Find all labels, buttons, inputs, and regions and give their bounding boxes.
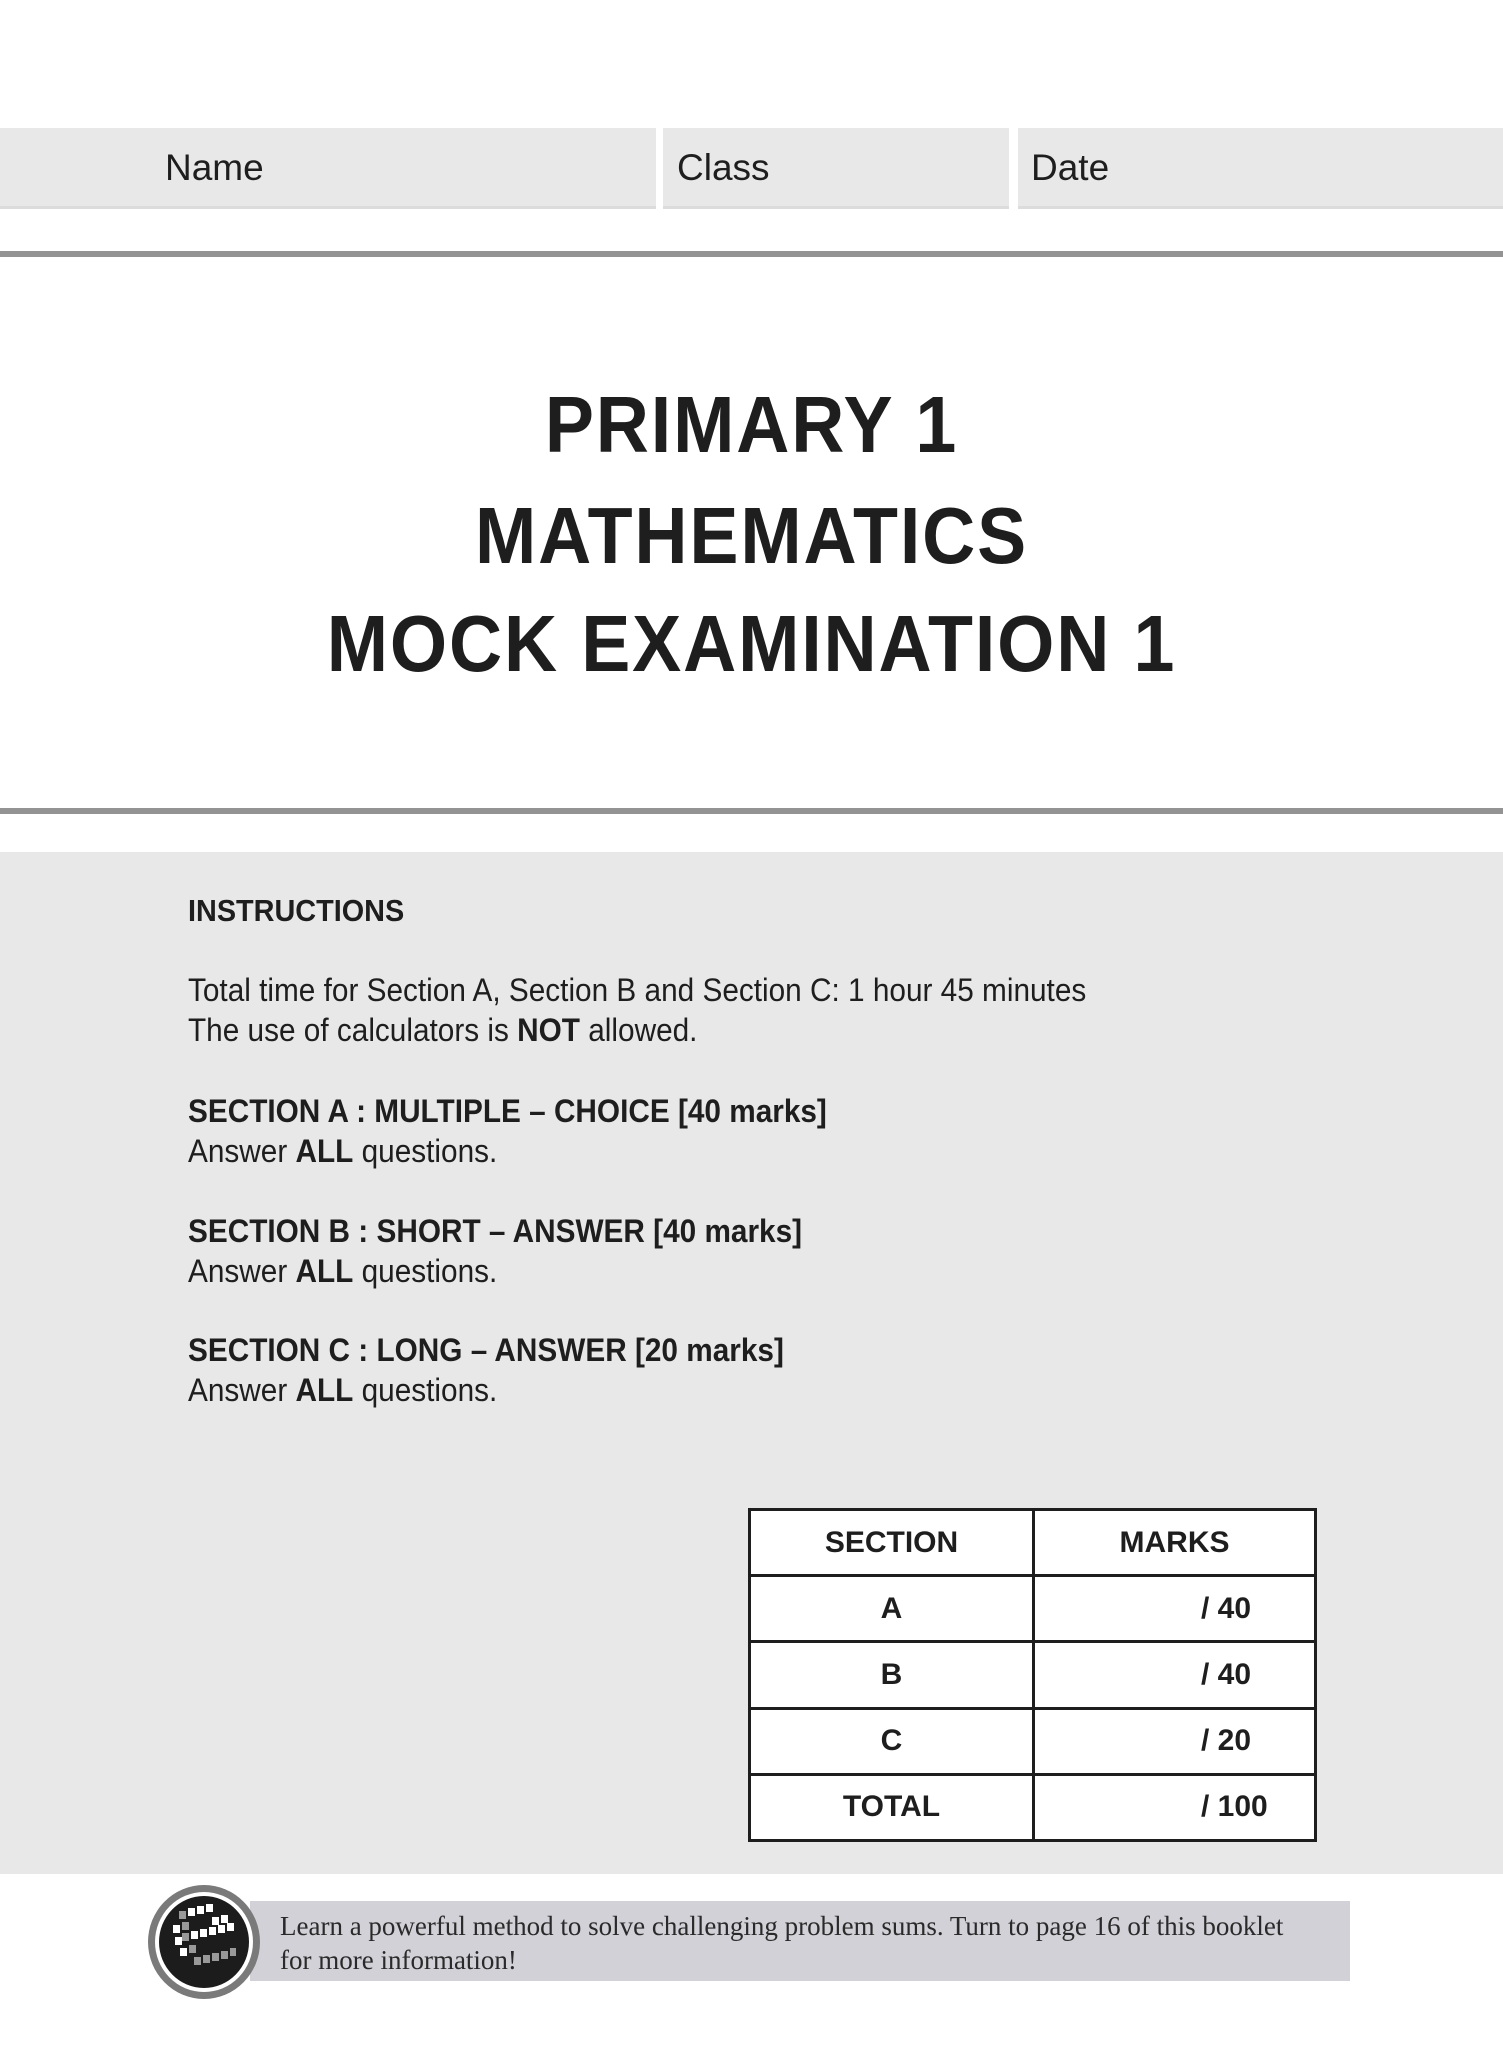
row-section: TOTAL: [750, 1774, 1034, 1840]
problem-sum-method-logo-icon: [146, 1884, 262, 2000]
row-marks[interactable]: / 100: [1034, 1774, 1316, 1840]
section-a-heading-text: SECTION A : MULTIPLE – CHOICE [40 marks]: [188, 1093, 827, 1129]
marks-table: [748, 1508, 1317, 1842]
note-after: questions.: [353, 1372, 498, 1408]
row-section: B: [750, 1642, 1034, 1708]
title-line-1: PRIMARY 1: [544, 380, 959, 469]
name-field[interactable]: [0, 128, 656, 209]
date-field[interactable]: [1018, 128, 1503, 209]
row-marks[interactable]: / 40: [1034, 1642, 1316, 1708]
section-b-heading-text: SECTION B : SHORT – ANSWER [40 marks]: [188, 1213, 803, 1249]
class-field[interactable]: [663, 128, 1009, 209]
note-bold: ALL: [295, 1372, 354, 1408]
row-marks[interactable]: / 20: [1034, 1708, 1316, 1774]
table-row-total: [750, 1774, 1316, 1840]
promo-text: [280, 1909, 1283, 1977]
promo-line-2: for more information!: [280, 1945, 517, 1975]
section-c-heading-text: SECTION C : LONG – ANSWER [20 marks]: [188, 1332, 784, 1368]
calc-before: The use of calculators is: [188, 1012, 518, 1048]
row-marks[interactable]: / 40: [1034, 1576, 1316, 1642]
top-divider: [0, 251, 1503, 257]
note-bold: ALL: [295, 1133, 354, 1169]
header-marks: MARKS: [1034, 1510, 1316, 1576]
section-a-heading: [188, 1093, 827, 1129]
table-row: [750, 1708, 1316, 1774]
title-line-3: MOCK EXAMINATION 1: [326, 599, 1177, 688]
section-c-heading: [188, 1332, 784, 1368]
header-section: SECTION: [750, 1510, 1034, 1576]
promo-line-1: Learn a powerful method to solve challenging problem sums. Turn to page 16 of this booklet: [280, 1911, 1284, 1941]
note-after: questions.: [353, 1253, 498, 1289]
date-label: Date: [1031, 147, 1110, 188]
table-header-row: [750, 1510, 1316, 1576]
time-allowed-text: [188, 972, 1086, 1008]
section-a-note: [188, 1133, 497, 1169]
instructions-heading-text: INSTRUCTIONS: [188, 893, 405, 928]
row-section: A: [750, 1576, 1034, 1642]
note-before: Answer: [188, 1253, 296, 1289]
table-row: [750, 1576, 1316, 1642]
table-row: [750, 1642, 1316, 1708]
row-section: C: [750, 1708, 1034, 1774]
note-bold: ALL: [295, 1253, 354, 1289]
title-line-2: MATHEMATICS: [474, 491, 1029, 580]
name-label: Name: [165, 147, 264, 188]
time-line: Total time for Section A, Section B and Section C: 1 hour 45 minutes: [188, 972, 1087, 1008]
note-after: questions.: [353, 1133, 498, 1169]
class-label: Class: [677, 147, 770, 188]
section-c-note: [188, 1372, 497, 1408]
section-b-note: [188, 1253, 497, 1289]
section-b-heading: [188, 1213, 802, 1249]
calc-bold: NOT: [517, 1012, 580, 1048]
instructions-heading: [188, 893, 404, 929]
promo-banner: [250, 1901, 1350, 1981]
note-before: Answer: [188, 1133, 296, 1169]
note-before: Answer: [188, 1372, 296, 1408]
calc-after: allowed.: [579, 1012, 698, 1048]
bottom-divider: [0, 808, 1503, 814]
calculator-rule-text: [188, 1012, 697, 1048]
